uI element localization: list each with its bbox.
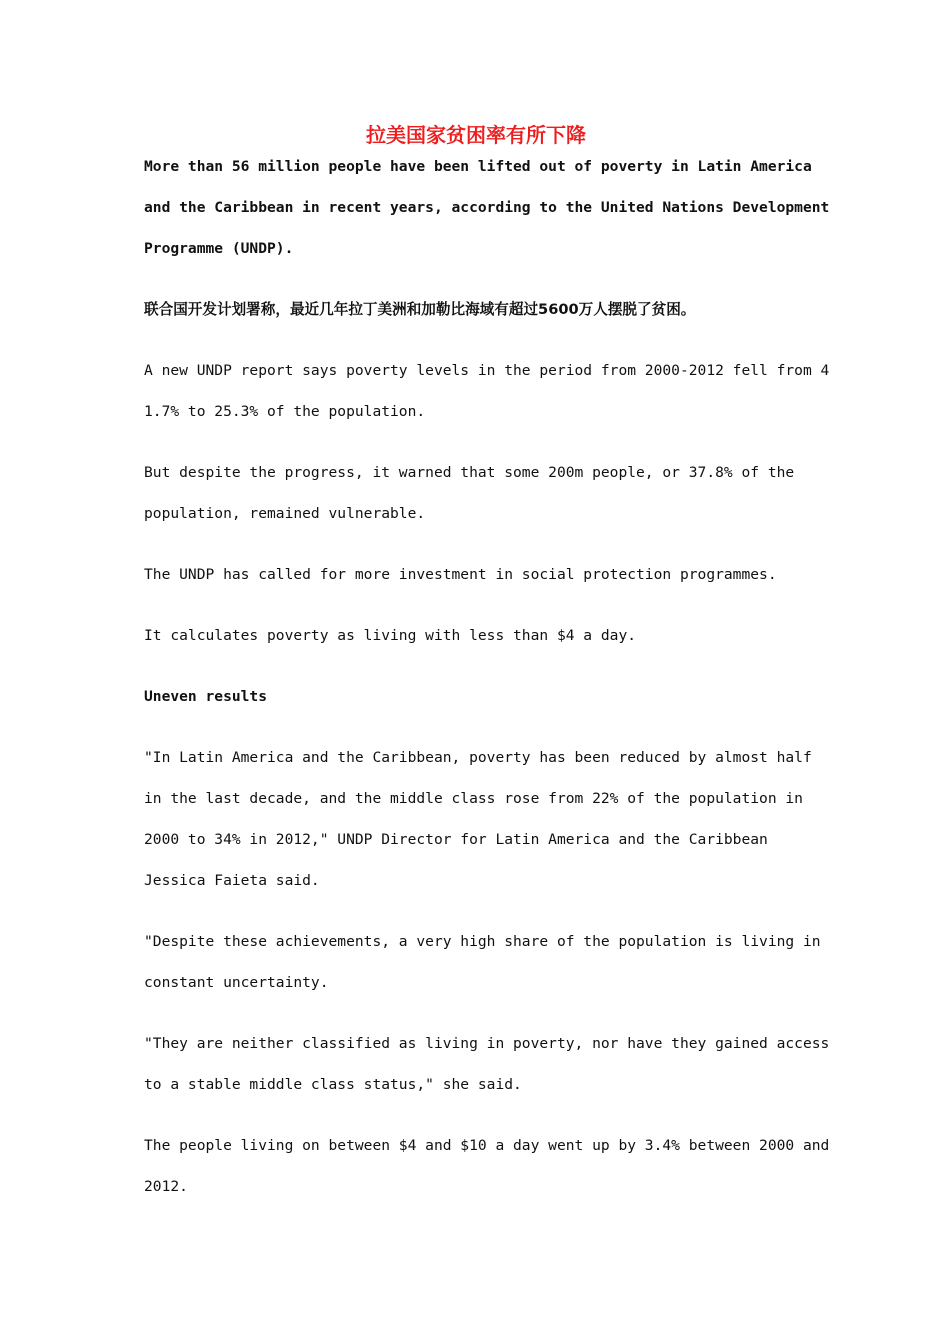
paragraph-vulnerable (144, 452, 808, 534)
text-line: 2012. (144, 1178, 188, 1195)
document-body (144, 118, 830, 1227)
text-line: Uneven results (144, 688, 268, 705)
text-line: 联合国开发计划署称，最近几年拉丁美洲和加勒比海域有超过5600万人摆脱了贫困。 (144, 301, 696, 318)
text-line: "Despite these achievements, a very high share of the population is living in (144, 933, 821, 950)
paragraph-poverty-definition (144, 615, 808, 656)
paragraph-report (144, 350, 830, 432)
paragraph-director-quote (144, 737, 812, 901)
text-line: in the last decade, and the middle class rose from 22% of the population in (144, 790, 803, 807)
section-heading-uneven-results (144, 676, 808, 717)
text-line: Programme (UNDP). (144, 240, 294, 257)
text-line: It calculates poverty as living with less than $4 a day. (144, 627, 637, 644)
text-line: But despite the progress, it warned that some 200m people, or 37.8% of the (144, 464, 795, 481)
paragraph-uncertainty (144, 921, 821, 1003)
text-line: The people living on between $4 and $10 a day went up by 3.4% between 2000 and (144, 1137, 830, 1154)
text-line: 1.7% to 25.3% of the population. (144, 403, 426, 420)
text-line: population, remained vulnerable. (144, 505, 426, 522)
paragraph-investment (144, 554, 808, 595)
text-line: constant uncertainty. (144, 974, 329, 991)
text-line: The UNDP has called for more investment in social protection programmes. (144, 566, 777, 583)
text-line: 2000 to 34% in 2012," UNDP Director for Latin America and the Caribbean (144, 831, 768, 848)
text-line: Jessica Faieta said. (144, 872, 320, 889)
paragraph-middle-class-status (144, 1023, 830, 1105)
text-line: More than 56 million people have been lifted out of poverty in Latin America (144, 158, 812, 175)
paragraph-intro-english (144, 146, 830, 269)
paragraph-intro-chinese (144, 289, 808, 330)
text-line: to a stable middle class status," she said. (144, 1076, 522, 1093)
paragraph-income-growth (144, 1125, 830, 1207)
text-line: and the Caribbean in recent years, according to the United Nations Development (144, 199, 830, 216)
document-title: 拉美国家贫困率有所下降 (366, 123, 586, 147)
text-line: "In Latin America and the Caribbean, poverty has been reduced by almost half (144, 749, 812, 766)
text-line: "They are neither classified as living in poverty, nor have they gained access (144, 1035, 830, 1052)
text-line: A new UNDP report says poverty levels in the period from 2000-2012 fell from 4 (144, 362, 830, 379)
